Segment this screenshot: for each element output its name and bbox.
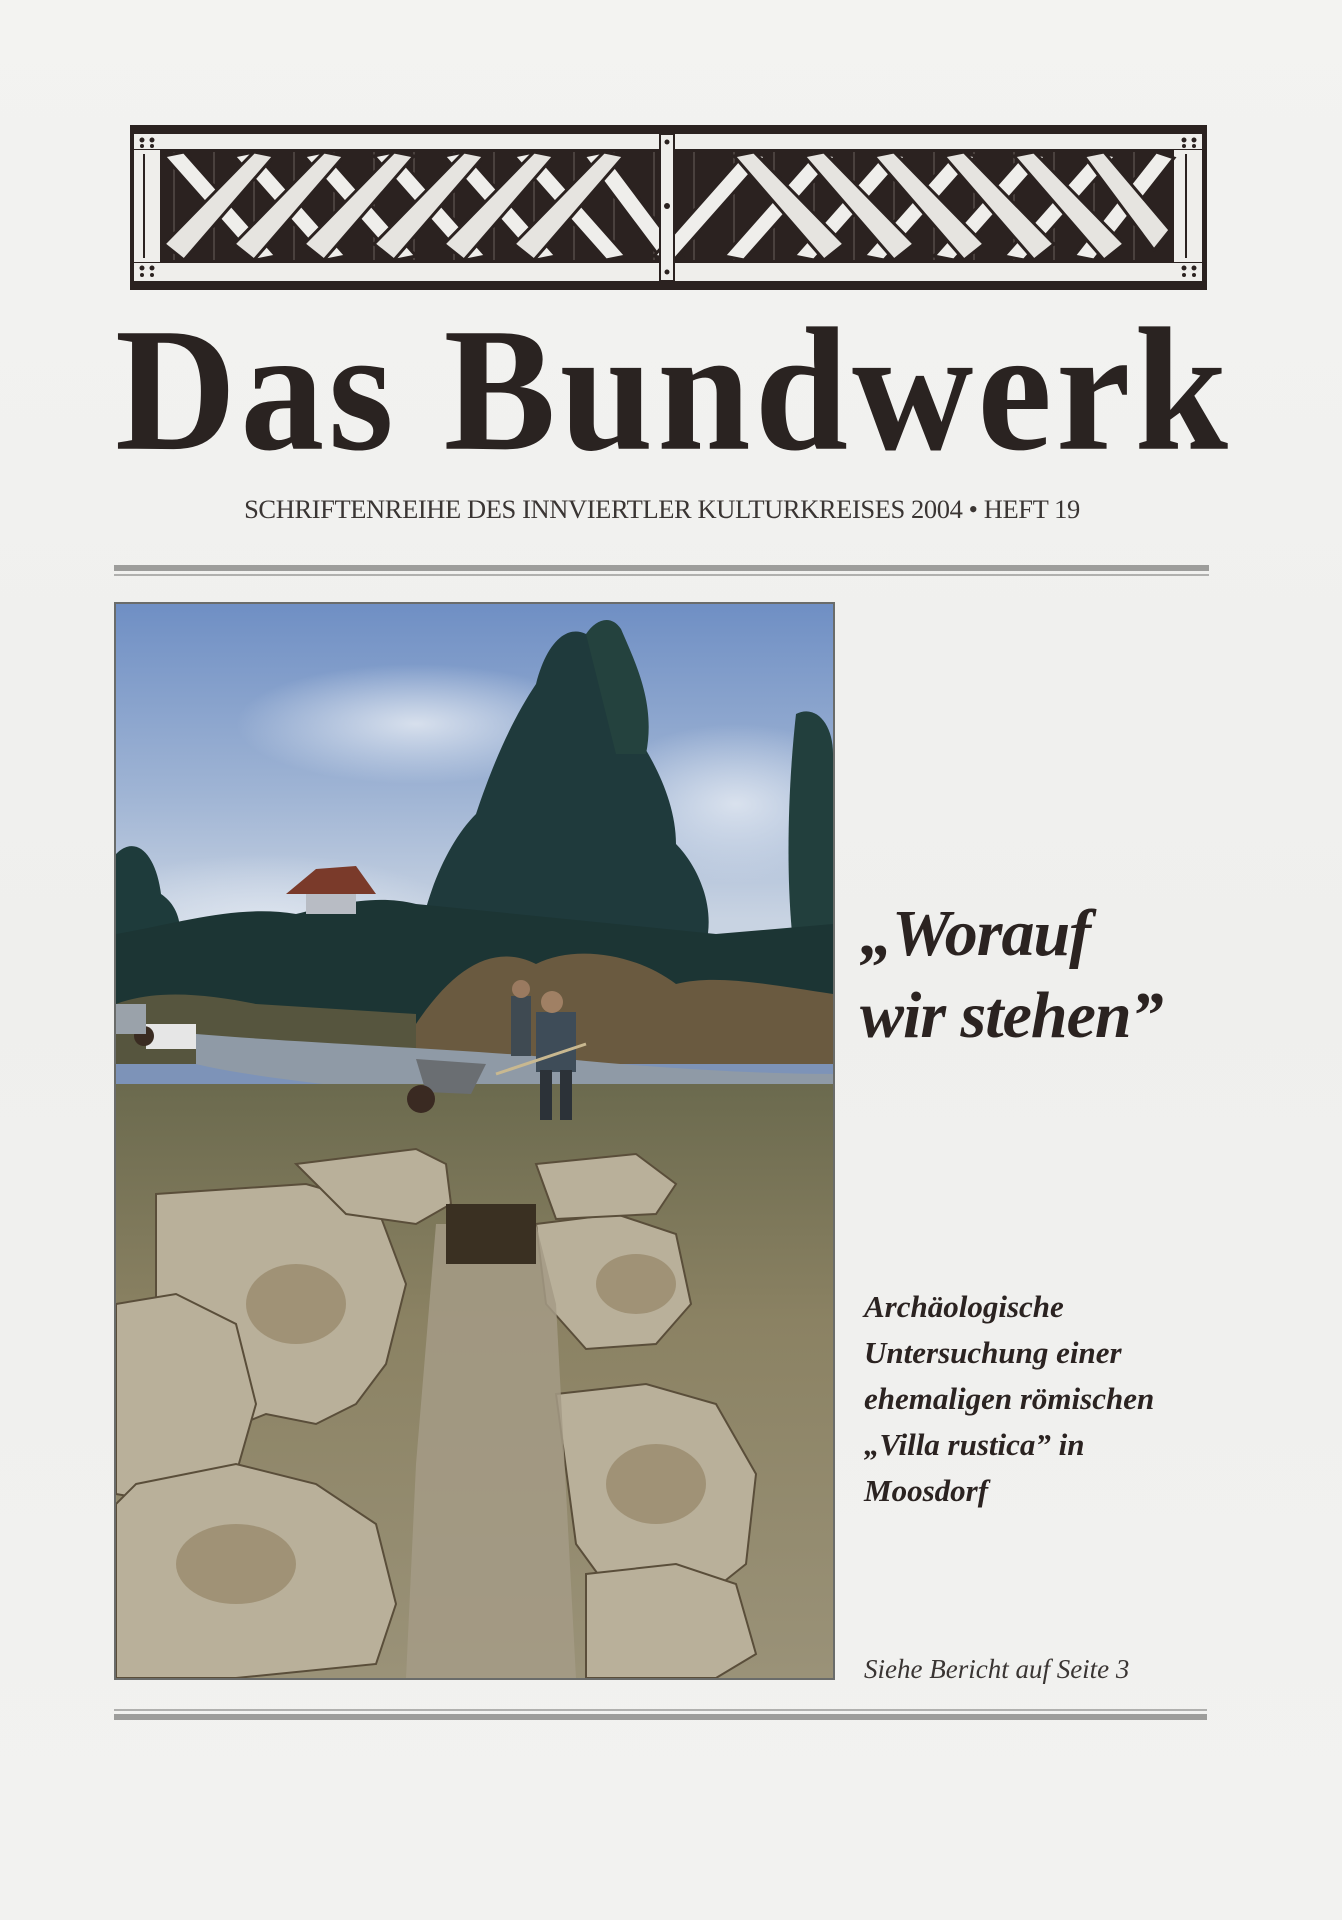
series-subtitle: SCHRIFTENREIHE DES INNVIERTLER KULTURKREISES 2004 • HEFT 19	[244, 494, 1080, 524]
lattice-ornament-icon	[134, 134, 1202, 281]
description-line: „Villa rustica” in	[864, 1427, 1085, 1462]
description-line: Archäologische	[864, 1289, 1064, 1324]
magazine-title: Das Bundwerk	[115, 292, 1232, 488]
headline-line-2: wir stehen”	[860, 979, 1163, 1052]
headline	[860, 893, 1240, 1057]
description-line: Untersuchung einer	[864, 1335, 1122, 1370]
page-reference: Siehe Bericht auf Seite 3	[864, 1654, 1130, 1684]
lattice-banner	[130, 125, 1207, 290]
cover-photo	[114, 602, 835, 1680]
article-description	[864, 1284, 1224, 1514]
description-line: ehemaligen römischen	[864, 1381, 1155, 1416]
description-line: Moosdorf	[864, 1473, 989, 1508]
divider-bottom	[114, 1709, 1207, 1720]
divider-top	[114, 565, 1209, 576]
excavation-photo-icon	[116, 604, 833, 1678]
headline-line-1: „Worauf	[860, 897, 1091, 970]
